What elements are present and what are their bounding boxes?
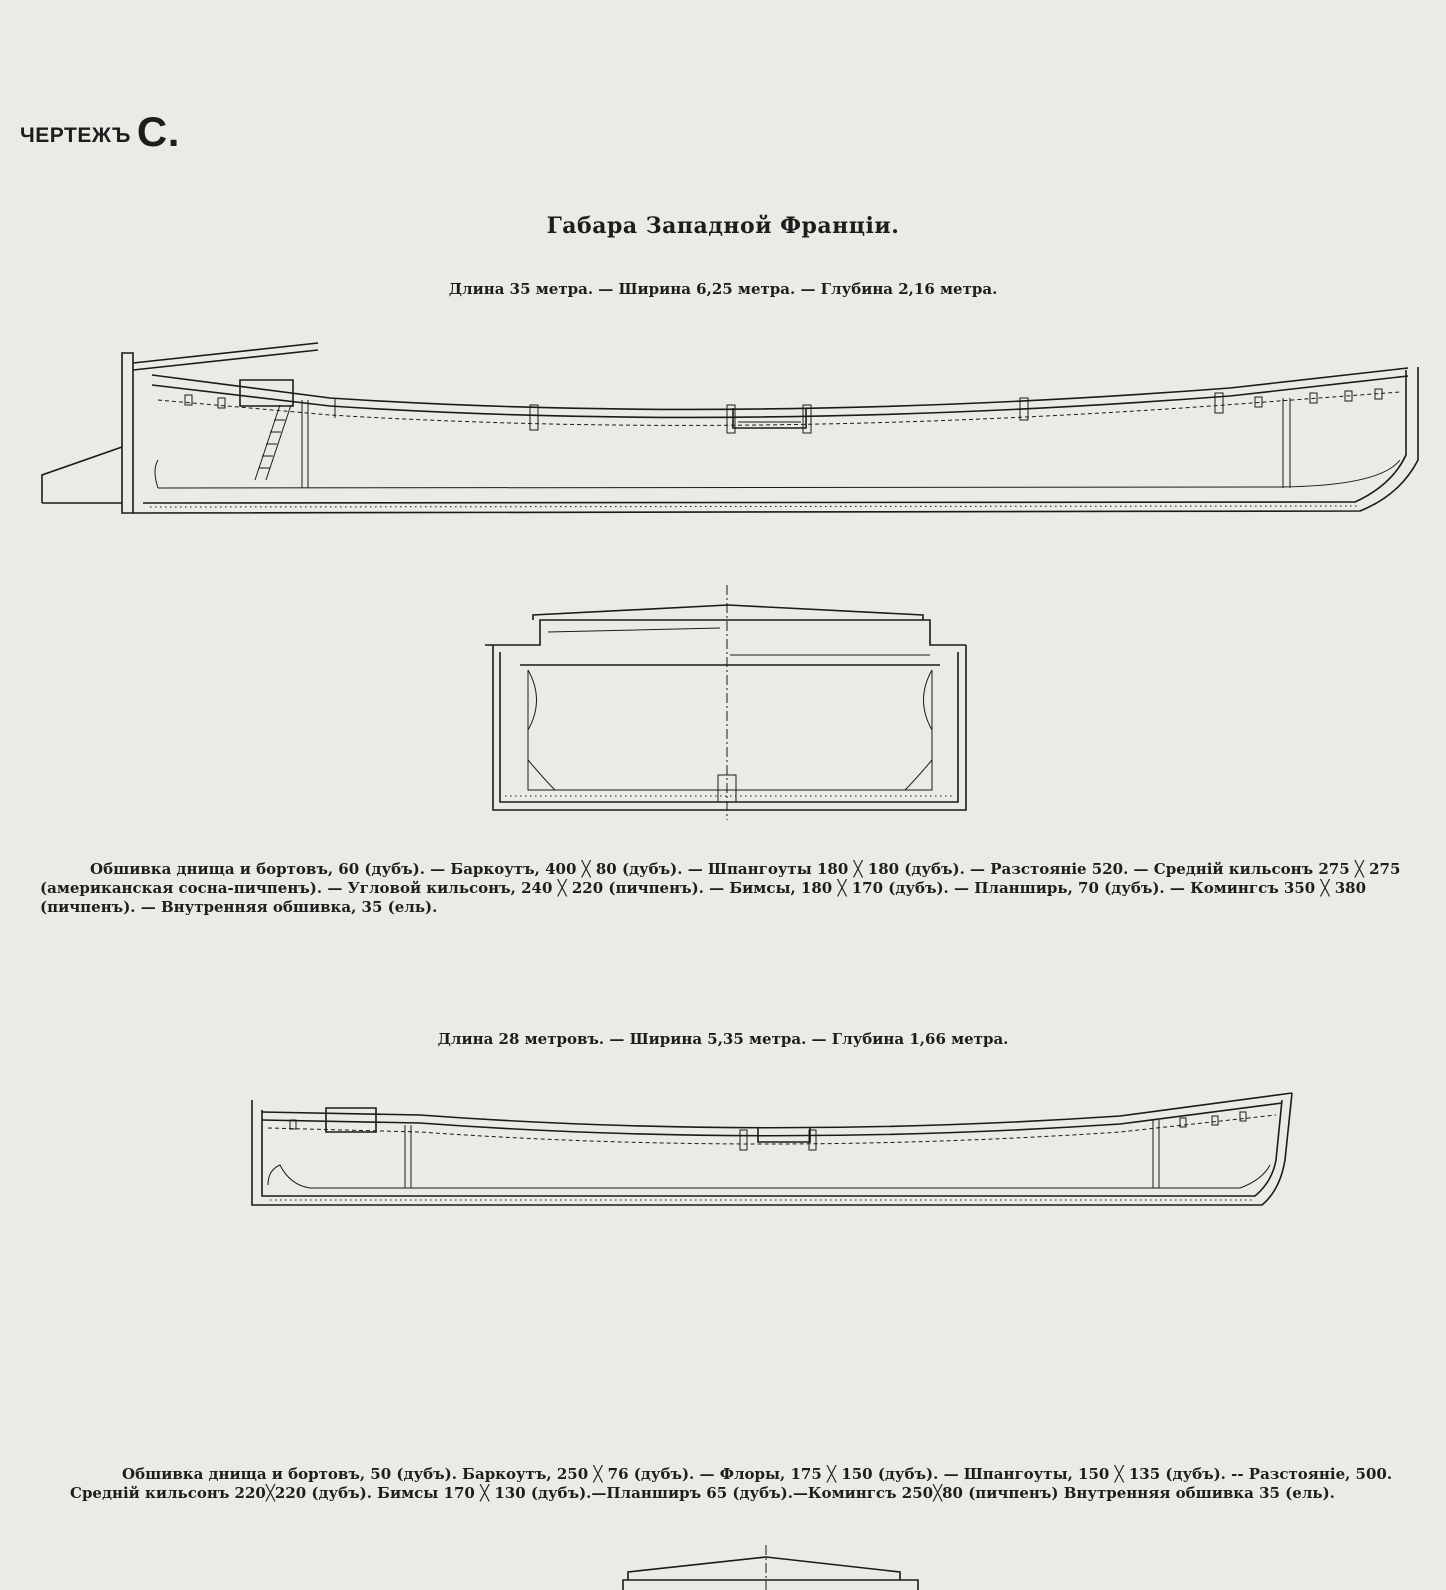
boat1-cross-section <box>485 585 966 820</box>
boat1-spec-line-3: (пичпенъ). — Внутренняя обшивка, 35 (ель). <box>40 898 438 916</box>
boat1-spec-line-2: (американская сосна-пичпенъ). — Угловой кильсонъ, 240 ╳ 220 (пичпенъ). — Бимсы, 180 ╳ 170 (дубъ). — Планширь, 70 (дубъ). — Комингсъ 350 ╳ 380 <box>40 879 1367 897</box>
page-title: Габара Западной Франціи. <box>546 213 900 239</box>
plate-label: ЧЕРТЕЖЪ С. <box>20 108 180 155</box>
boat2-dimensions: Длина 28 метровъ. — Ширина 5,35 метра. — Глубина 1,66 метра. <box>437 1030 1009 1048</box>
boat2-longitudinal-section <box>252 1093 1292 1205</box>
boat2-spec <box>70 1465 1392 1503</box>
boat2-spec-line-2: Средній кильсонъ 220╳220 (дубъ). Бимсы 170 ╳ 130 (дубъ).—Планширъ 65 (дубъ).—Комингсъ 250╳80 (пичпенъ) Внутренняя обшивка 35 (ель). <box>70 1484 1335 1502</box>
boat1-spec-line-1: Обшивка днища и бортовъ, 60 (дубъ). — Баркоутъ, 400 ╳ 80 (дубъ). — Шпангоуты 180 ╳ 180 (дубъ). — Разстояніе 520. — Средній кильсонъ 275 ╳ 275 <box>90 860 1401 878</box>
boat2-spec-line-1: Обшивка днища и бортовъ, 50 (дубъ). Баркоутъ, 250 ╳ 76 (дубъ). — Флоры, 175 ╳ 150 (дубъ). — Шпангоуты, 150 ╳ 135 (дубъ). -- Разстояніе, 500. <box>122 1465 1393 1483</box>
boat1-spec <box>40 860 1400 917</box>
boat2-cross-section <box>563 1585 565 1590</box>
boat1-longitudinal-section <box>42 343 1418 513</box>
plate-letter: С. <box>136 108 180 155</box>
boat2-cross-section-hull <box>563 1545 975 1590</box>
boat1-dimensions: Длина 35 метра. — Ширина 6,25 метра. — Глубина 2,16 метра. <box>448 280 998 298</box>
